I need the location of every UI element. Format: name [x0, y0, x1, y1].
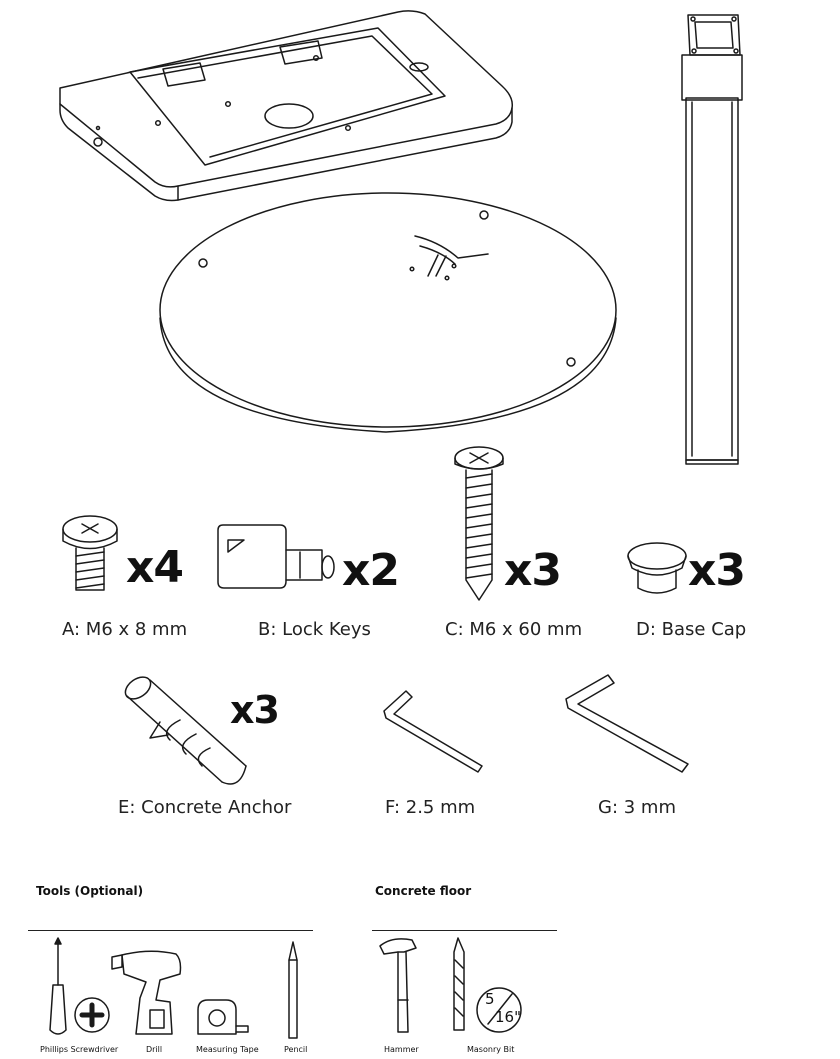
allen-key-f-label: F: 2.5 mm — [385, 797, 476, 818]
screw-a-label: A: M6 x 8 mm — [62, 619, 188, 640]
lock-key-quantity: x2 — [342, 545, 399, 596]
screw-c-drawing — [455, 447, 503, 600]
anchor-label: E: Concrete Anchor — [118, 797, 292, 818]
tools-section-title: Tools (Optional) — [36, 884, 144, 898]
base-cap-label: D: Base Cap — [636, 619, 747, 640]
lock-key-drawing — [218, 525, 334, 588]
drill-drawing — [112, 951, 181, 1034]
hammer-label: Hammer — [384, 1045, 419, 1054]
allen-key-g-drawing — [566, 675, 688, 772]
measuring-tape-label: Measuring Tape — [196, 1045, 259, 1054]
allen-key-f-drawing — [384, 691, 482, 772]
measuring-tape-drawing — [198, 1000, 248, 1034]
tools-divider — [28, 930, 313, 931]
base-cap-quantity: x3 — [688, 545, 745, 596]
base-plate-drawing — [160, 193, 616, 432]
anchor-quantity: x3 — [230, 688, 279, 732]
screw-c-quantity: x3 — [504, 545, 561, 596]
screwdriver-drawing — [50, 938, 109, 1034]
hammer-drawing — [380, 939, 416, 1032]
screwdriver-label: Phillips Screwdriver — [40, 1045, 119, 1054]
screw-a-drawing — [63, 516, 117, 590]
masonry-bit-label: Masonry Bit — [467, 1045, 515, 1054]
pencil-drawing — [289, 942, 297, 1038]
bit-size-denominator: 16" — [495, 1008, 521, 1026]
pencil-label: Pencil — [284, 1045, 308, 1054]
screw-c-label: C: M6 x 60 mm — [445, 619, 583, 640]
screw-a-quantity: x4 — [126, 542, 183, 593]
tablet-enclosure-drawing — [60, 11, 512, 201]
concrete-section-title: Concrete floor — [375, 884, 472, 898]
bit-size-numerator: 5 — [485, 990, 495, 1008]
lock-key-label: B: Lock Keys — [258, 619, 371, 640]
pole-drawing — [682, 15, 742, 464]
allen-key-g-label: G: 3 mm — [598, 797, 676, 818]
base-cap-drawing — [628, 543, 686, 593]
concrete-anchor-drawing — [121, 673, 246, 784]
drill-label: Drill — [146, 1045, 163, 1054]
concrete-divider — [372, 930, 557, 931]
